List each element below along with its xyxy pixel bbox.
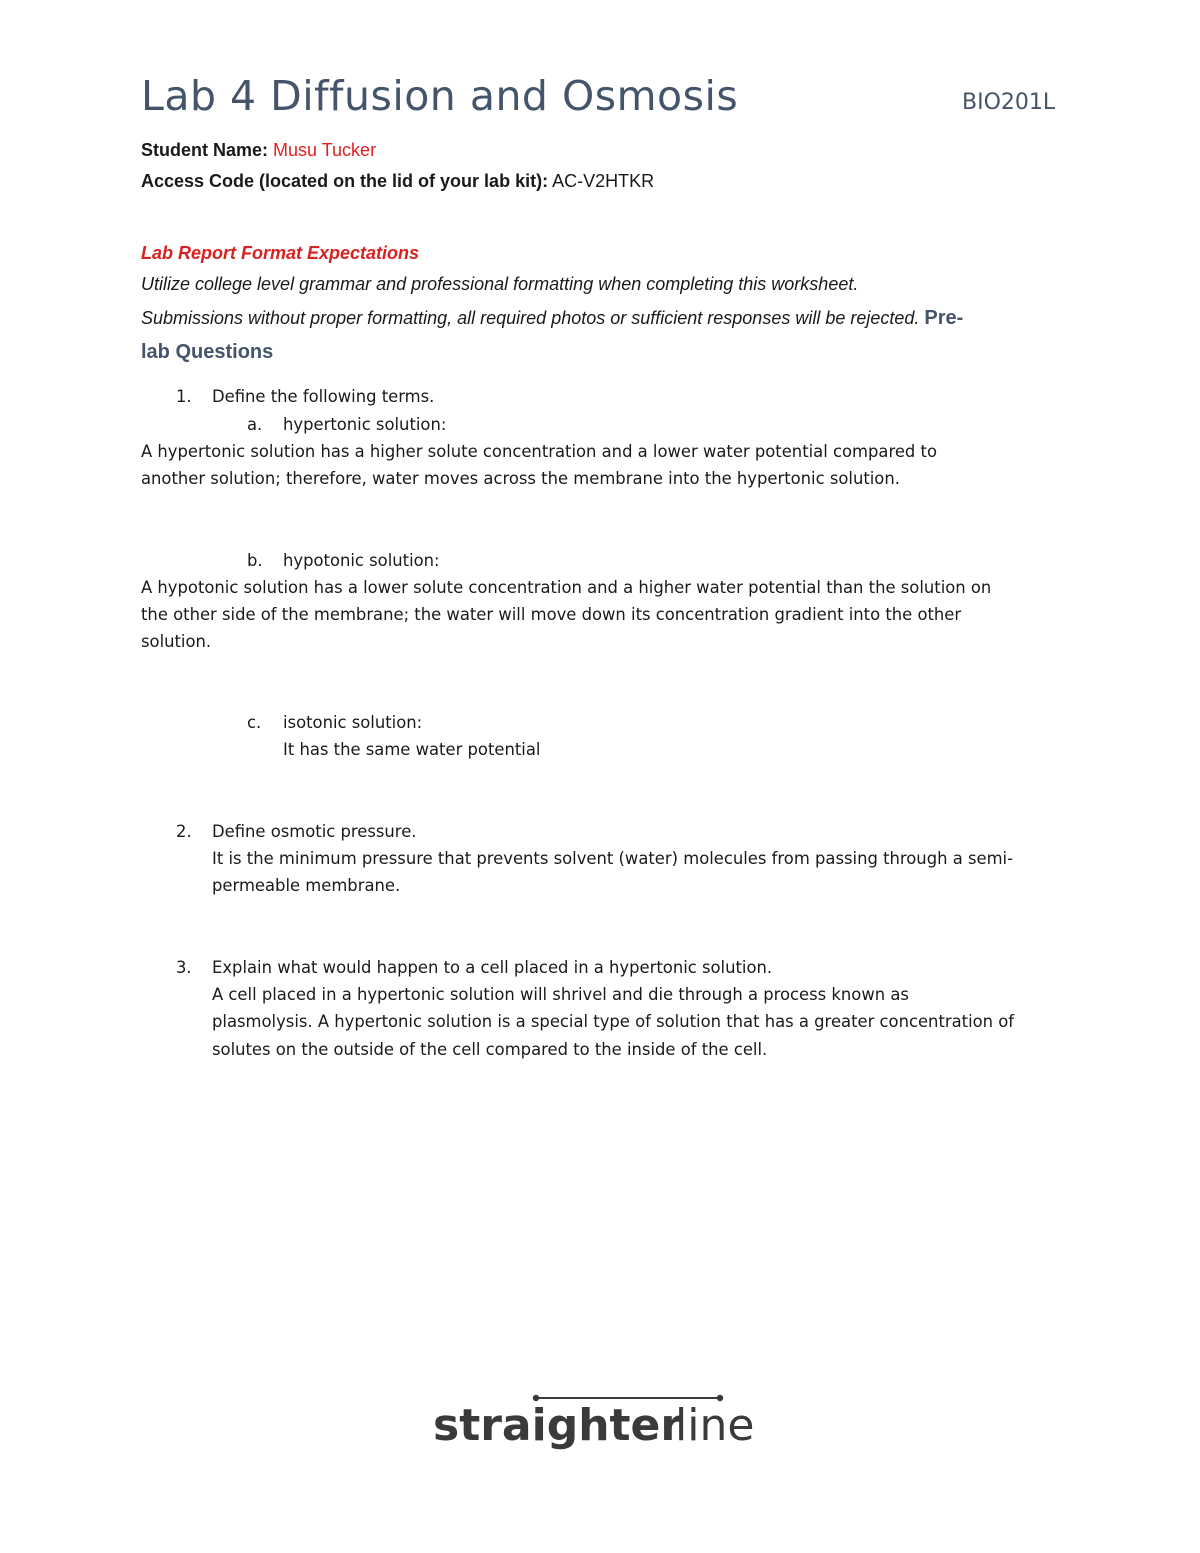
q1c-letter: c. bbox=[247, 713, 262, 732]
q1c-term: isotonic solution: bbox=[283, 713, 423, 732]
q1b-term: hypotonic solution: bbox=[283, 551, 440, 570]
q1b-answer-2: the other side of the membrane; the water will move down its concentration gradient into the other bbox=[141, 605, 962, 624]
q1a-answer-1: A hypertonic solution has a higher solute concentration and a lower water potential compared to bbox=[141, 442, 937, 461]
straighterline-logo bbox=[433, 1392, 763, 1456]
prelab-heading-part2: lab Questions bbox=[141, 341, 274, 363]
student-name-label: Student Name: bbox=[141, 140, 269, 160]
q1-text: Define the following terms. bbox=[212, 387, 435, 406]
student-name-value: Musu Tucker bbox=[273, 140, 377, 160]
q3-answer-2: plasmolysis. A hypertonic solution is a special type of solution that has a greater concentration of bbox=[212, 1012, 1015, 1031]
q2-answer-1: It is the minimum pressure that prevents solvent (water) molecules from passing through a semi- bbox=[212, 849, 1014, 868]
q2-number: 2. bbox=[176, 822, 192, 841]
logo-bold-text: straighter bbox=[433, 1400, 683, 1451]
q1a-answer-2: another solution; therefore, water moves across the membrane into the hypertonic solution. bbox=[141, 469, 900, 488]
q3-text: Explain what would happen to a cell placed in a hypertonic solution. bbox=[212, 958, 773, 977]
q1a-letter: a. bbox=[247, 415, 263, 434]
q1a-term: hypertonic solution: bbox=[283, 415, 447, 434]
prelab-heading-part1: Pre- bbox=[924, 307, 964, 329]
q2-answer-2: permeable membrane. bbox=[212, 876, 401, 895]
student-name-line bbox=[141, 140, 376, 161]
format-line-2-wrap bbox=[141, 307, 963, 330]
q1b-answer-3: solution. bbox=[141, 632, 212, 651]
q1b-letter: b. bbox=[247, 551, 263, 570]
q1c-answer: It has the same water potential bbox=[283, 740, 541, 759]
q2-text: Define osmotic pressure. bbox=[212, 822, 417, 841]
q3-number: 3. bbox=[176, 958, 192, 977]
access-code-value: AC-V2HTKR bbox=[552, 171, 655, 191]
access-code-label: Access Code (located on the lid of your lab kit): bbox=[141, 171, 549, 191]
q1b-answer-1: A hypotonic solution has a lower solute concentration and a higher water potential than the solution on bbox=[141, 578, 992, 597]
course-code: BIO201L bbox=[962, 90, 1056, 115]
page-title: Lab 4 Diffusion and Osmosis bbox=[141, 72, 739, 120]
format-heading: Lab Report Format Expectations bbox=[141, 243, 420, 263]
logo-light-text: line bbox=[675, 1400, 755, 1451]
q3-answer-1: A cell placed in a hypertonic solution will shrivel and die through a process known as bbox=[212, 985, 909, 1004]
q3-answer-3: solutes on the outside of the cell compared to the inside of the cell. bbox=[212, 1040, 768, 1059]
q1-number: 1. bbox=[176, 387, 192, 406]
access-code-line bbox=[141, 171, 654, 192]
format-line-2: Submissions without proper formatting, all required photos or sufficient responses will be rejected. bbox=[141, 308, 920, 328]
format-line-1: Utilize college level grammar and professional formatting when completing this worksheet. bbox=[141, 274, 859, 294]
